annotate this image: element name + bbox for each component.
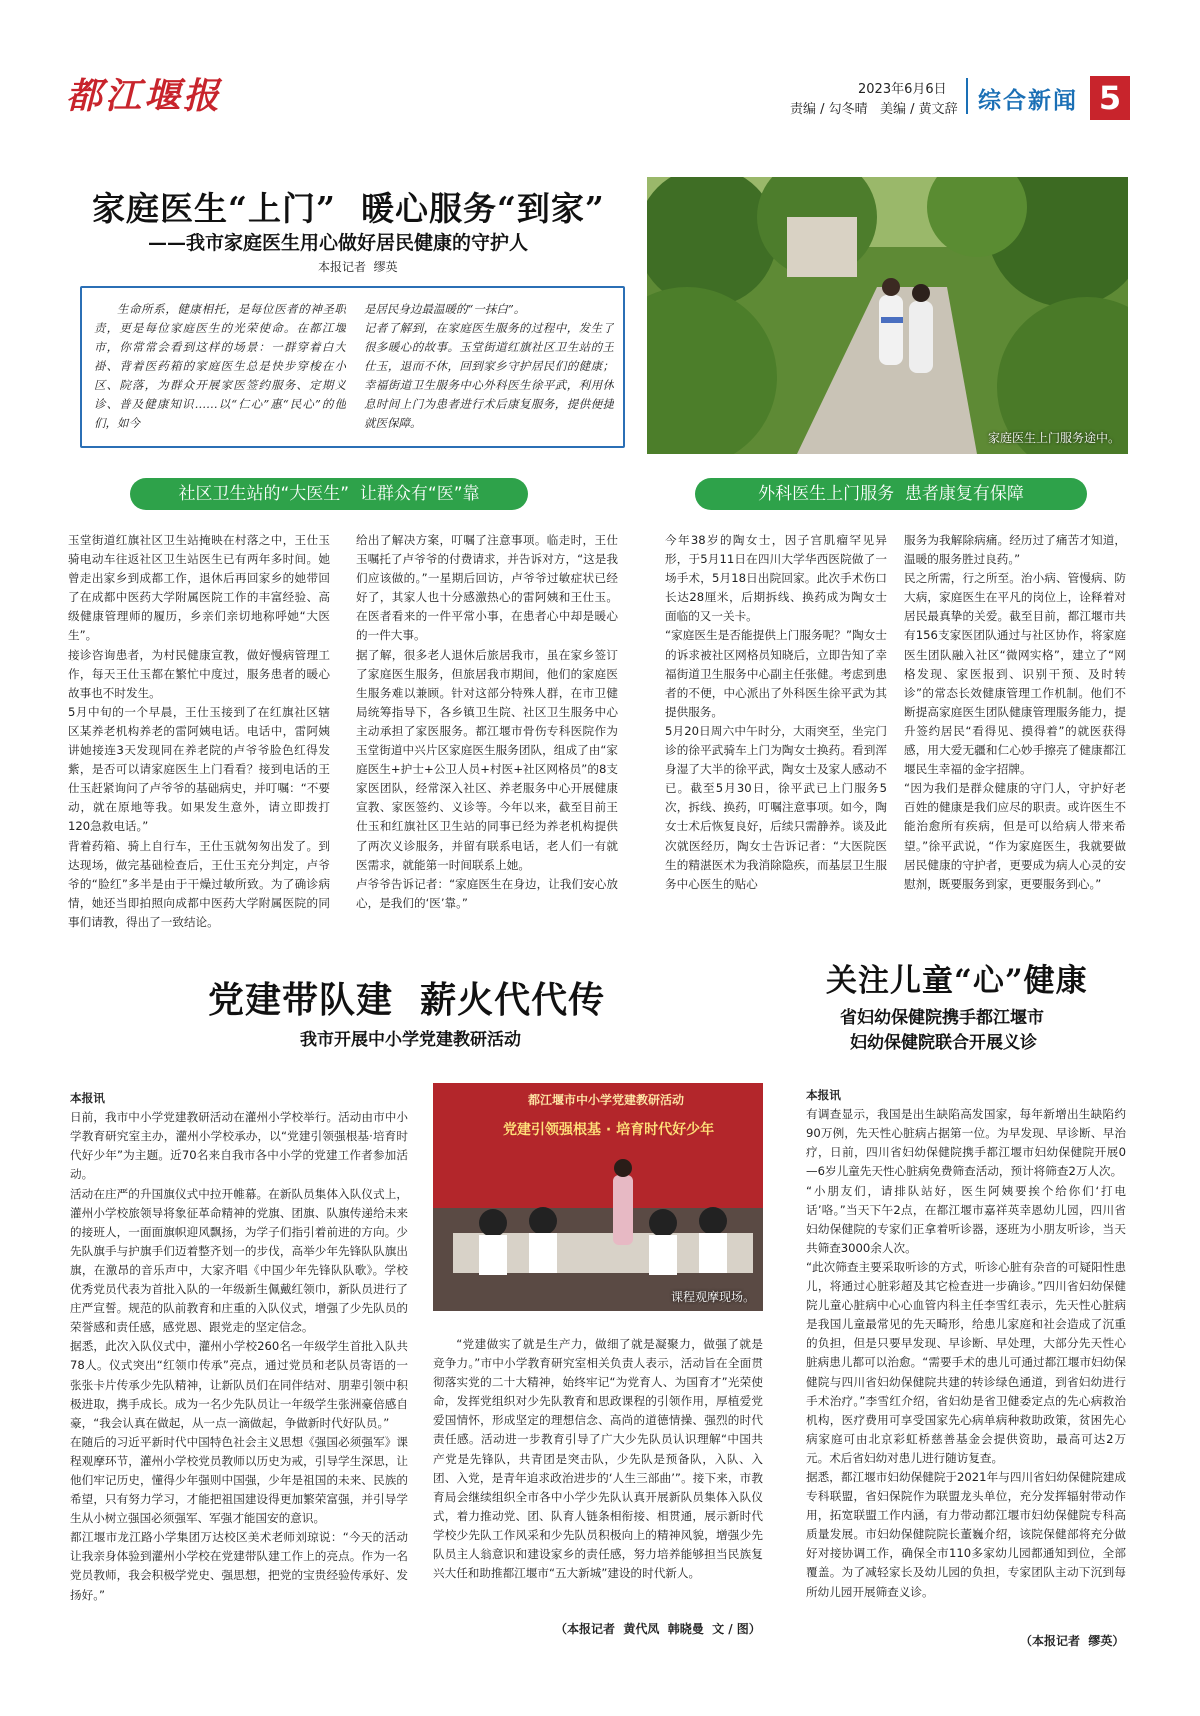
story2-credit: （本报记者 黄代凤 韩晓曼 文 / 图）	[555, 1622, 761, 1636]
story1-column-3: 今年38岁的陶女士，因子宫肌瘤罕见异形，于5月11日在四川大学华西医院做了一场手术，5月18日出院回家。此次手术伤口长达28厘米，后期拆线、换药成为陶女士面临的又一关卡。 “家庭医生是否能提供上门服务呢？”陶女士的诉求被社区网格员知晓后，立即告知了幸福街道卫生服务中心副主任张健。考虑到患者的不便，中心派出了外科医生徐平武为其提供服务。 5月20日周六中午时分，大雨突至，坐完门诊的徐平武骑车上门为陶女士换药。看到浑身湿了大半的徐平武，陶女士及家人感动不已。截至5月30日，徐平武已上门服务5次，拆线、换药，叮嘱注意事项。如今，陶女士术后恢复良好，后续只需静养。谈及此次就医经历，陶女士告诉记者：“大医院医生的精湛医术为我消除隐疾，而基层卫生服务中心医生的贴心	[665, 533, 887, 891]
story2-title: 党建带队建 薪火代代传	[208, 979, 606, 1021]
photo1-caption: 家庭医生上门服务途中。	[987, 431, 1120, 445]
masthead	[0, 60, 1200, 130]
subhead-community-doctor: 社区卫生站的“大医生” 让群众有“医”靠	[130, 478, 528, 510]
photo2-caption: 课程观摩现场。	[670, 1290, 755, 1304]
issue-date: 2023年6月6日	[858, 82, 947, 97]
story3-column	[806, 1067, 1126, 1627]
story3-body: 有调查显示，我国是出生缺陷高发国家，每年新增出生缺陷约90万例，先天性心脏病占据第一位。为早发现、早诊断、早治疗，日前，四川省妇幼保健院携手都江堰市妇幼保健院开展0—6岁儿童先天性心脏病免费筛查活动，预计将筛查2万人次。 “小朋友们，请排队站好，医生阿姨要挨个给你们‘打电话’咯。”当天下午2点，在都江堰市嘉祥英幸恩幼儿园，四川省妇幼保健院的专家们正拿着听诊器，逐班为小朋友听诊，当天共筛查3000余人次。 “此次筛查主要采取听诊的方式，听诊心脏有杂音的可疑阳性患儿，将通过心脏彩超及其它检查进一步确诊。”四川省妇幼保健院儿童心脏病中心心血管内科主任李雪红表示，先天性心脏病是我国儿童最常见的先天畸形，给患儿家庭和社会造成了沉重的负担，但是只要早发现、早诊断、早处理，大部分先天性心脏病患儿都可以治愈。“需要手术的患儿可通过都江堰市妇幼保健院与四川省妇幼保健院共建的转诊绿色通道，到省妇幼进行手术治疗。”李雪红介绍，省妇幼是省卫健委定点的先心病救治机构，医疗费用可享受国家先心病单病种救助政策，贫困先心病家庭可由北京彩虹桥慈善基金会提供资助，最高可达2万元。术后省妇幼对患儿进行随访复查。 据悉，都江堰市妇幼保健院于2021年与四川省妇幼保健院建成专科联盟，省妇保院作为联盟龙头单位，充分发挥辐射带动作用，拓宽联盟工作内涵，有力带动都江堰市妇幼保健院专科高质量发展。市妇幼保健院院长董巍介绍，该院保健部将充分做好对接协调工作，确保全市110多家幼儿园都通知到位，全部覆盖。为了减轻家长及幼儿园的负担，专家团队主动下沉到每所幼儿园开展筛查义诊。	[806, 1107, 1126, 1599]
classroom-scene-illustration	[433, 1083, 763, 1311]
story2-column-2: “党建做实了就是生产力，做细了就是凝聚力，做强了就是竞争力。”市中小学教育研究室相关负责人表示，活动旨在全面贯彻落实党的二十大精神，始终牢记“为党育人、为国育才”光荣使命，发挥党组织对少先队教育和思政课程的引领作用，厚植爱党爱国情怀，形成坚定的理想信念、高尚的道德情操、强烈的时代责任感。活动进一步教育引导了广大少先队员认识理解“中国共产党是先锋队，共青团是突击队，少先队是预备队，入队、入团、入党，是青年追求政治进步的‘人生三部曲’”。接下来，市教育局会继续组织全市各中小学少先队认真开展新队员集体入队仪式，着力推动党、团、队育人链条相衔接、相贯通，展示新时代学校少先队工作风采和少先队员积极向上的精神风貌，增强少先队员主人翁意识和建设家乡的责任感，努力培养能够担当民族复兴大任和助推都江堰市“五大新城”建设的时代新人。	[433, 1337, 763, 1581]
story3-byline: （本报记者 缪英）	[1020, 1634, 1125, 1648]
subhead-surgeon-visit: 外科医生上门服务 患者康复有保障	[695, 478, 1087, 510]
path-scene-illustration	[647, 177, 1128, 454]
photo2-banner-main: 党建引领强根基 · 培育时代好少年	[503, 1122, 715, 1138]
story2-column-1	[70, 1070, 408, 1646]
photo-doctors-on-path	[647, 177, 1128, 454]
story1-column-2: 给出了解决方案，叮嘱了注意事项。临走时，王仕玉嘱托了卢爷爷的付费请求，并告诉对方，“这是我们应该做的。”一星期后回访，卢爷爷过敏症状已经好了，其家人也十分感激热心的雷阿姨和王仕玉。在医者看来的一件平常小事，在患者心中却是暖心的一件大事。 据了解，很多老人退休后旅居我市，虽在家乡签订了家庭医生服务，但旅居我市期间，他们的家庭医生服务难以兼顾。针对这部分特殊人群，在市卫健局统筹指导下，各乡镇卫生院、社区卫生服务中心主动承担了家医服务。都江堰市骨伤专科医院作为玉堂街道中兴片区家庭医生服务团队，组成了由“家庭医生+护士+公卫人员+村医+社区网格员”的8支家医团队，经常深入社区、养老服务中心开展健康宣教、家医签约、义诊等。今年以来，截至目前王仕玉和红旗社区卫生站的同事已经为养老机构提供了两次义诊服务，并留有联系电话，老人们一有就医需求，就能第一时间联系上她。 卢爷爷告诉记者：“家庭医生在身边，让我们安心放心，是我们的‘医’靠。”	[356, 533, 618, 910]
story3-title: 关注儿童“心”健康	[826, 963, 1088, 999]
story3-subtitle-1: 省妇幼保健院携手都江堰市	[840, 1008, 1044, 1028]
header-divider	[966, 78, 968, 114]
story1-subtitle: ——我市家庭医生用心做好居民健康的守护人	[148, 232, 529, 254]
section-title: 综合新闻	[978, 88, 1078, 114]
page-number: 5	[1090, 76, 1130, 120]
lead-text-left: 生命所系，健康相托，是每位医者的神圣职责，更是每位家庭医生的光荣使命。在都江堰市，你常常会看到这样的场景：一群穿着白大褂、背着医药箱的家庭医生总是快步穿梭在小区、院落，为群众开展家医签约服务、定期义诊、普及健康知识……以“仁心”惠“民心”的他们，如今	[94, 302, 346, 430]
lead-text-right: 是居民身边最温暖的“一抹白”。 记者了解到，在家庭医生服务的过程中，发生了很多暖心的故事。玉堂街道红旗社区卫生站的王仕玉，退而不休，回到家乡守护居民们的健康；幸福街道卫生服务中心外科医生徐平武，利用休息时间上门为患者进行术后康复服务，提供便捷就医保障。	[364, 302, 614, 430]
story2-subtitle: 我市开展中小学党建教研活动	[300, 1030, 521, 1050]
story3-subtitle-2: 妇幼保健院联合开展义诊	[850, 1033, 1037, 1053]
newspaper-logo: 都江堰报	[66, 75, 223, 117]
story1-column-4: 服务为我解除病痛。经历过了痛苦才知道，温暖的服务胜过良药。” 民之所需，行之所至。治小病、管慢病、防大病，家庭医生在平凡的岗位上，诠释着对居民最真挚的关爱。截至目前，都江堰市共有156支家医团队通过与社区协作，将家庭医生团队融入社区“微网实格”，建立了“网格发现、家医报到、识别干预、及时转诊”的常态长效健康管理工作机制。他们不断提高家庭医生团队健康管理服务能力，提升签约居民“看得见、摸得着”的就医获得感，用大爱无疆和仁心妙手擦亮了健康都江堰民生幸福的金字招牌。 “因为我们是群众健康的守门人，守护好老百姓的健康是我们应尽的职责。或许医生不能治愈所有疾病，但是可以给病人带来希望。”徐平武说，“作为家庭医生，我就要做居民健康的守护者，更要成为病人心灵的安慰剂，既要服务到家，更要服务到心。”	[904, 533, 1126, 891]
photo-classroom-activity	[433, 1083, 763, 1311]
photo2-banner-top: 都江堰市中小学党建教研活动	[528, 1093, 685, 1107]
story1-column-1: 玉堂街道红旗社区卫生站掩映在村落之中，王仕玉骑电动车往返社区卫生站医生已有两年多时间。她曾走出家乡到成都工作，退休后再回家乡的她带回了在成都中医药大学附属医院工作的丰富经验、高级健康管理师的履历，乡亲们亲切地称呼她“大医生”。 接诊咨询患者，为村民健康宣教，做好慢病管理工作，每天王仕玉都在繁忙中度过，服务患者的暖心故事也不时发生。 5月中旬的一个早晨，王仕玉接到了在红旗社区辖区某养老机构养老的雷阿姨电话。电话中，雷阿姨讲她接连3天发现同在养老院的卢爷爷脸色红得发紫，是否可以请家庭医生上门看看？接到电话的王仕玉赶紧询问了卢爷爷的基础病史，并叮嘱：“不要动，就在原地等我。如果发生意外，请立即拨打120急救电话。” 背着药箱、骑上自行车，王仕玉就匆匆出发了。到达现场，做完基础检查后，王仕玉充分判定，卢爷爷的“脸红”多半是由于干燥过敏所致。为了确诊病情，她还当即拍照向成都中医药大学附属医院的同事们请教，得出了一致结论。	[68, 533, 330, 929]
story3-lead-label: 本报讯	[806, 1088, 841, 1103]
story1-title: 家庭医生“上门” 暖心服务“到家”	[92, 189, 605, 228]
story2-body-1: 日前，我市中小学党建教研活动在灌州小学校举行。活动由市中小学教育研究室主办，灌州小学校承办，以“党建引领强根基·培育时代好少年”为主题。近70名来自我市各中小学的党建工作者参加活动。 活动在庄严的升国旗仪式中拉开帷幕。在新队员集体入队仪式上，灌州小学校旅领导将象征革命精神的党旗、团旗、队旗传递给未来的接班人，一面面旗帜迎风飘扬，为学子们指引着前进的方向。少先队旗手与护旗手们迈着整齐划一的步伐，高举少年先锋队队旗出旗，在激昂的音乐声中，大家齐唱《中国少年先锋队队歌》。学校优秀党员代表为首批入队的一年级新生佩戴红领巾，新队员进行了庄严宣誓。规范的队前教育和庄重的入队仪式，增强了少先队员的荣誉感和责任感，感党恩、跟党走的坚定信念。 据悉，此次入队仪式中，灌州小学校260名一年级学生首批入队共78人。仪式突出“红领巾传承”亮点，通过党员和老队员寄语的一张张卡片传承少先队精神，让新队员们在同伴结对、朋辈引领中积极进取，携手成长。成为一名少先队员让一年级学生张洲豪倍感自豪，“我会认真在做起，从一点一滴做起，争做新时代好队员。” 在随后的习近平新时代中国特色社会主义思想《强国必须强军》课程观摩环节，灌州小学校党员教师以历史为戒，引导学生深思，让他们牢记历史，懂得少年强则中国强，少年是祖国的未来、民族的希望，只有努力学习，才能把祖国建设得更加繁荣富强，并引导学生从小树立强国必须强军、军强才能国安的意识。 都江堰市龙江路小学集团万达校区美术老师刘琼说：“今天的活动让我亲身体验到灌州小学校在党建带队建工作上的亮点。作为一名党员教师，我会积极学党史、强思想，把党的宝贵经验传承好、发扬好。”	[70, 1110, 408, 1602]
editors-credit: 责编 / 勾冬晴 美编 / 黄文辞	[790, 102, 958, 117]
story1-byline: 本报记者 缪英	[318, 260, 398, 274]
story2-lead-label: 本报讯	[70, 1091, 105, 1106]
